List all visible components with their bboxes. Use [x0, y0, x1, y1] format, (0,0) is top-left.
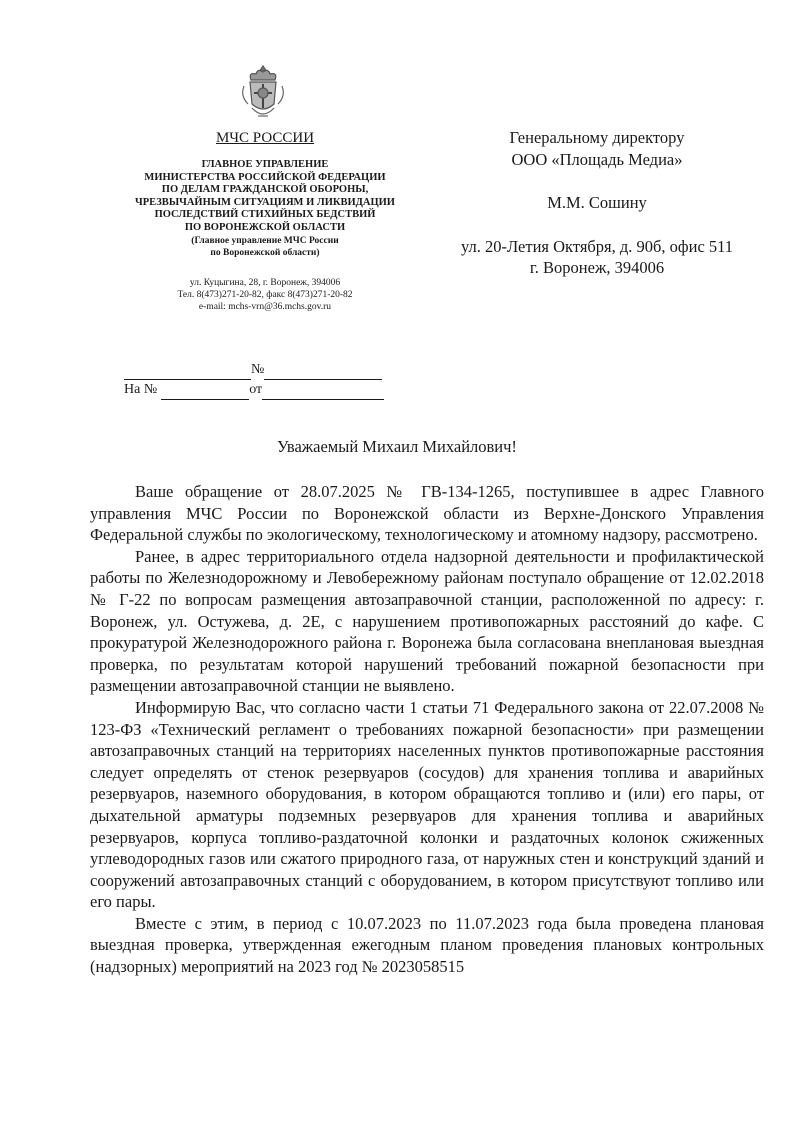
recipient-position: Генеральному директору: [509, 128, 685, 147]
department-line: МИНИСТЕРСТВА РОССИЙСКОЙ ФЕДЕРАЦИИ: [144, 171, 386, 183]
letter-paragraph: Информирую Вас, что согласно части 1 статьи 71 Федерального закона от 22.07.2008 № 123-ФЗ «Технический регламент о требованиях пожарной безопасности» при размещении автозаправочных станций на территориях населенных пунктов противопожарные расстояния следует определять от стенок резервуаров (сосудов) для хранения топлива и аварийных резервуаров, наземного оборудования, в котором обращаются топливо и (или) его пары, от дыхательной арматуры подземных резервуаров для хранения топлива и аварийных резервуаров, корпуса топливо-раздаточной колонки и раздаточных колонок сжиженных углеводородных газов или сжатого природного газа, от наружных стен и конструкций зданий и сооружений автозаправочных станций с оборудованием, в котором присутствуют топливо или его пары.: [90, 697, 764, 912]
department-line: ГЛАВНОЕ УПРАВЛЕНИЕ: [201, 159, 329, 170]
from-label: от: [249, 382, 263, 397]
letter-paragraph: Вместе с этим, в период с 10.07.2023 по 11.07.2023 года была проведена плановая выездная проверка, утвержденная ежегодным планом проведения плановых контрольных (надзорных) мероприятий на 2023 год № 2023058515: [90, 913, 764, 977]
department-short-line: по Воронежской области): [210, 248, 320, 259]
department-line: ПО ДЕЛАМ ГРАЖДАНСКОЙ ОБОРОНЫ,: [161, 184, 369, 196]
recipient-city: г. Воронеж, 394006: [529, 258, 665, 277]
mchs-emblem-icon: [238, 62, 288, 126]
department-line: ПО ВОРОНЕЖСКОЙ ОБЛАСТИ: [184, 221, 346, 233]
letter-paragraph: Ранее, в адрес территориального отдела надзорной деятельности и профилактической работы по Железнодорожному и Левобережному районам поступало обращение от 12.02.2018 № Г-22 по вопросам размещения автозаправочной станции, расположенной по адресу: г. Воронеж, ул. Остужева, д. 2Е, с нарушением противопожарных расстояний до кафе. С прокуратурой Железнодорожного района г. Воронежа была согласована внеплановая выездная проверка, по результатам которой нарушений требований пожарной безопасности при размещении автозаправочной станции не выявлено.: [90, 546, 764, 696]
outgoing-number-row: [124, 360, 394, 380]
ministry-title: МЧС РОССИИ: [215, 130, 315, 146]
registration-block: [124, 360, 394, 400]
recipient-name: М.М. Сошину: [547, 193, 647, 212]
recipient-block: [432, 127, 762, 279]
sender-header: [110, 130, 420, 313]
sender-address: ул. Куцыгина, 28, г. Воронеж, 394006: [189, 277, 341, 288]
department-line: ЧРЕЗВЫЧАЙНЫМ СИТУАЦИЯМ И ЛИКВИДАЦИИ: [135, 196, 395, 208]
department-short-name: [110, 235, 420, 260]
reply-number-row: [124, 380, 394, 400]
sender-email: e-mail: mchs-vrn@36.mchs.gov.ru: [198, 302, 332, 313]
number-sign: №: [251, 362, 265, 377]
department-name: [110, 159, 420, 235]
sender-phone: Тел. 8(473)271-20-82, факс 8(473)271-20-82: [177, 289, 353, 300]
reply-prefix: На №: [124, 382, 158, 397]
department-line: ПОСЛЕДСТВИЙ СТИХИЙНЫХ БЕДСТВИЙ: [154, 209, 376, 221]
letter-paragraph: Ваше обращение от 28.07.2025 № ГВ-134-1265, поступившее в адрес Главного управления МЧС России по Воронежской области из Верхне-Донского Управления Федеральной службы по экологическому, технологическому и атомному надзору, рассмотрено.: [90, 482, 764, 545]
recipient-street: ул. 20-Летия Октября, д. 90б, офис 511: [460, 236, 734, 256]
department-short-line: (Главное управление МЧС России: [191, 235, 339, 246]
sender-contacts: [110, 277, 420, 314]
letter-greeting: Уважаемый Михаил Михайлович!: [277, 437, 517, 456]
letter-body: [90, 481, 764, 978]
recipient-company: ООО «Площадь Медиа»: [511, 149, 683, 169]
